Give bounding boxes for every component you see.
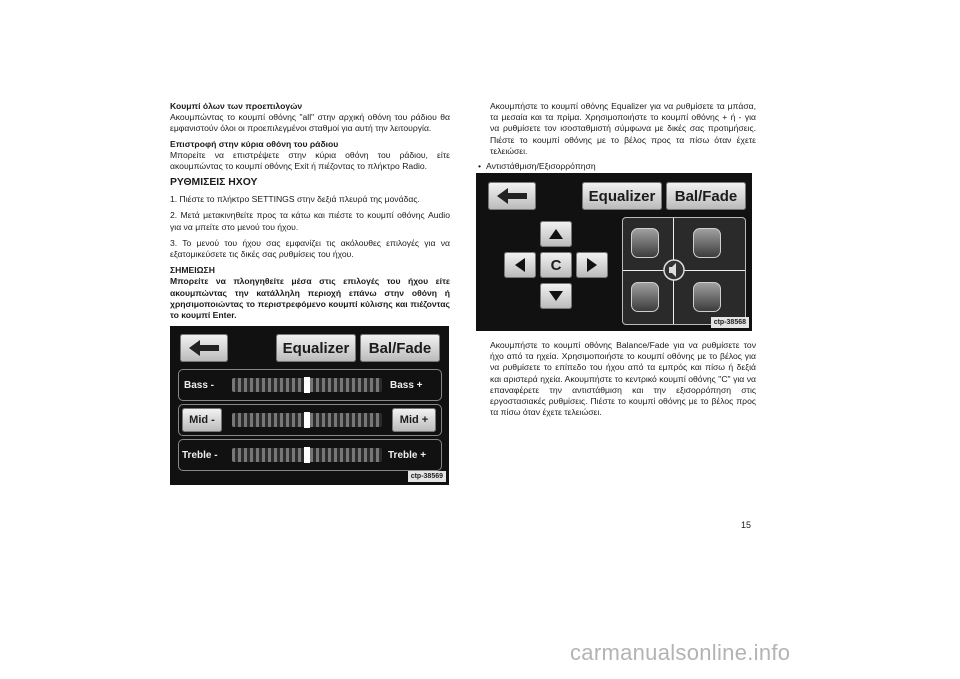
- bullet-balance-fade: • Αντιστάθμιση/Εξισορρόπηση: [476, 161, 756, 172]
- note-text: Μπορείτε να πλοηγηθείτε μέσα στις επιλογές του ήχου είτε ακουμπώντας την κατάλληλη περιοχή επάνω στην οθόνη ή χρησιμοποιώντας το περιστρεφόμενο κουμπί κύλισης και πιέζοντας το κουμπί Enter.: [170, 276, 450, 321]
- rear-left-seat-icon: [631, 282, 659, 312]
- back-arrow-icon: [189, 340, 219, 356]
- bass-indicator: [304, 377, 310, 393]
- treble-slider[interactable]: [232, 448, 382, 462]
- paragraph-balance-fade: Ακουμπήστε το κουμπί οθόνης Balance/Fade για να ρυθμίσετε τον ήχο από τα ηχεία. Χρησιμοποιήστε το κουμπί οθόνης με το βέλος για να ρυθμίσετε το επίπεδο του ήχου από τα εμπρός και πίσω ή δεξιά και αριστερά ηχεία. Ακουμπήστε το κεντρικό κουμπί οθόνης "C" για να επαναφέρετε την αντιστάθμιση και την εξισορρόπηση στις εργοστασιακές ρυθμίσεις. Πιέστε το κουμπί οθόνης με το βέλος προς τα πίσω όταν έχετε τελειώσει.: [490, 340, 756, 418]
- figure-code: ctp-38569: [408, 471, 446, 482]
- paragraph-return-main: Μπορείτε να επιστρέψετε στην κύρια οθόνη του ράδιου, είτε ακουμπώντας το κουμπί οθόνης Exit ή πιέζοντας το πλήκτρο Radio.: [170, 149, 450, 172]
- mid-plus-button[interactable]: Mid +: [392, 408, 436, 432]
- treble-minus-button[interactable]: Treble -: [182, 449, 218, 461]
- up-arrow-button[interactable]: [540, 221, 572, 247]
- right-arrow-icon: [587, 258, 597, 272]
- rear-right-seat-icon: [693, 282, 721, 312]
- bass-slider[interactable]: [232, 378, 382, 392]
- mid-indicator: [304, 412, 310, 428]
- equalizer-button[interactable]: Equalizer: [582, 182, 662, 210]
- step-3: 3. Το μενού του ήχου σας εμφανίζει τις ακόλουθες επιλογές για να εξατομικεύσετε τις δικές σας ρυθμίσεις του ήχου.: [170, 237, 450, 260]
- down-arrow-icon: [549, 291, 563, 301]
- equalizer-screen-image: [170, 326, 449, 485]
- right-column-lower: [476, 340, 756, 422]
- step-1: 1. Πιέστε το πλήκτρο SETTINGS στην δεξιά πλευρά της μονάδας.: [170, 194, 420, 205]
- right-arrow-button[interactable]: [576, 252, 608, 278]
- front-right-seat-icon: [693, 228, 721, 258]
- equalizer-button[interactable]: Equalizer: [276, 334, 356, 362]
- left-arrow-icon: [515, 258, 525, 272]
- left-column: [170, 101, 450, 342]
- balfade-button[interactable]: Bal/Fade: [360, 334, 440, 362]
- back-arrow-button[interactable]: [488, 182, 536, 210]
- section-title-all-presets: Κουμπί όλων των προεπιλογών: [170, 101, 303, 111]
- balfade-button[interactable]: Bal/Fade: [666, 182, 746, 210]
- back-arrow-icon: [497, 188, 527, 204]
- paragraph-all-presets: Ακουμπώντας το κουμπί οθόνης "all" στην αρχική οθόνη του ράδιου θα εμφανιστούν όλοι οι προεπιλεγμένοι σταθμοί για αυτή την λειτουργία.: [170, 112, 450, 134]
- treble-indicator: [304, 447, 310, 463]
- page-number: 15: [741, 520, 752, 530]
- front-left-seat-icon: [631, 228, 659, 258]
- center-reset-button[interactable]: C: [540, 252, 572, 278]
- heading-audio-settings: ΡΥΘΜΙΣΕΙΣ ΗΧΟΥ: [170, 177, 258, 189]
- watermark: carmanualsonline.info: [570, 640, 791, 665]
- bass-plus-button[interactable]: Bass +: [390, 379, 423, 391]
- down-arrow-button[interactable]: [540, 283, 572, 309]
- section-title-return-main: Επιστροφή στην κύρια οθόνη του ράδιου: [170, 138, 339, 149]
- back-arrow-button[interactable]: [180, 334, 228, 362]
- up-arrow-icon: [549, 229, 563, 239]
- seat-layout-panel: [622, 217, 746, 325]
- bass-minus-button[interactable]: Bass -: [184, 379, 215, 391]
- step-2: 2. Μετά μετακινηθείτε προς τα κάτω και πιέστε το κουμπί οθόνης Audio για να μπείτε στο μενού του ήχου.: [170, 210, 450, 232]
- treble-plus-button[interactable]: Treble +: [388, 449, 427, 461]
- left-arrow-button[interactable]: [504, 252, 536, 278]
- speaker-position-icon[interactable]: [663, 258, 685, 282]
- note-title: ΣΗΜΕΙΩΣΗ: [170, 265, 215, 276]
- figure-code: ctp-38568: [711, 317, 749, 328]
- right-column: [476, 101, 756, 178]
- balance-fade-screen-image: [476, 173, 752, 331]
- mid-slider[interactable]: [232, 413, 382, 427]
- mid-minus-button[interactable]: Mid -: [182, 408, 222, 432]
- paragraph-equalizer: Ακουμπήστε το κουμπί οθόνης Equalizer για να ρυθμίσετε τα μπάσα, τα μεσαία και τα πρίμα. Χρησιμοποιήστε το κουμπί οθόνης + ή - για να ρυθμίσετε τον ισοσταθμιστή σύμφωνα με δικές σας προτιμήσεις. Πιέστε το κουμπί οθόνης με το βέλος προς τα πίσω όταν έχετε τελειώσει.: [490, 101, 756, 156]
